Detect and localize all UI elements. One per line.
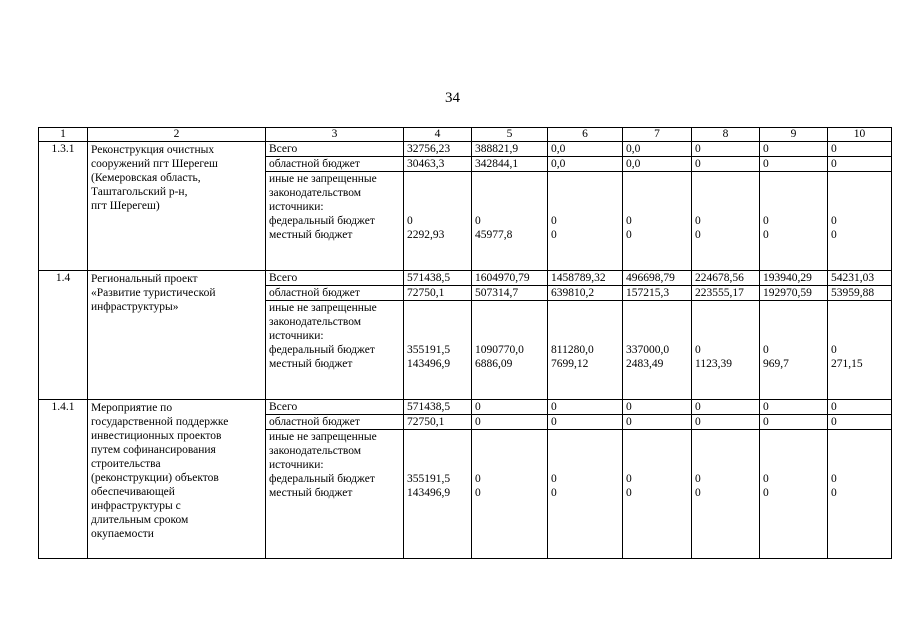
value-cell: 355191,5 143496,9 [404, 430, 472, 559]
value-cell: 0 0 [548, 430, 623, 559]
value-cell: 1090770,0 6886,09 [472, 301, 548, 400]
value-cell: 32756,23 [404, 142, 472, 157]
value-cell: 571438,5 [404, 400, 472, 415]
header-cell: 7 [623, 128, 692, 142]
value-cell: 507314,7 [472, 286, 548, 301]
header-cell: 5 [472, 128, 548, 142]
value-cell: 0 [472, 400, 548, 415]
source-label-regional: областной бюджет [266, 157, 404, 172]
source-label-total: Всего [266, 271, 404, 286]
source-label-other: иные не запрещенные законодательством источники: федеральный бюджет местный бюджет [266, 430, 404, 559]
value-cell: 0 1123,39 [692, 301, 760, 400]
source-label-other: иные не запрещенные законодательством источники: федеральный бюджет местный бюджет [266, 172, 404, 271]
value-cell: 0 0 [828, 430, 892, 559]
header-cell: 9 [760, 128, 828, 142]
value-cell: 193940,29 [760, 271, 828, 286]
value-cell: 0 [548, 400, 623, 415]
value-cell: 0,0 [623, 142, 692, 157]
value-cell: 0 [623, 400, 692, 415]
item-code: 1.4.1 [39, 400, 88, 559]
value-cell: 0 0 [623, 430, 692, 559]
item-code: 1.3.1 [39, 142, 88, 271]
table-row-total [39, 400, 892, 415]
source-label-total: Всего [266, 400, 404, 415]
value-cell: 0 [828, 400, 892, 415]
value-cell: 0,0 [623, 157, 692, 172]
value-cell: 0 271,15 [828, 301, 892, 400]
header-cell: 1 [39, 128, 88, 142]
value-cell: 0 0 [692, 430, 760, 559]
page-number: 34 [445, 90, 460, 106]
value-cell: 30463,3 [404, 157, 472, 172]
value-cell: 0 [692, 142, 760, 157]
source-label-other: иные не запрещенные законодательством источники: федеральный бюджет местный бюджет [266, 301, 404, 400]
value-cell: 72750,1 [404, 415, 472, 430]
value-cell: 0 0 [623, 172, 692, 271]
value-cell: 0 [760, 142, 828, 157]
value-cell: 0 [760, 157, 828, 172]
value-cell: 53959,88 [828, 286, 892, 301]
value-cell: 0 [472, 415, 548, 430]
item-name: Реконструкция очистных сооружений пгт Шерегеш (Кемеровская область, Таштагольский р-н, пгт Шерегеш) [88, 142, 266, 271]
item-name: Региональный проект «Развитие туристической инфраструктуры» [88, 271, 266, 400]
value-cell: 337000,0 2483,49 [623, 301, 692, 400]
item-name: Мероприятие по государственной поддержке инвестиционных проектов путем софинансирования строительства (реконструкции) объектов обеспечивающей инфраструктуры с длительным сроком окупаемости [88, 400, 266, 559]
source-label-regional: областной бюджет [266, 286, 404, 301]
value-cell: 639810,2 [548, 286, 623, 301]
value-cell: 0 [623, 415, 692, 430]
value-cell: 0 2292,93 [404, 172, 472, 271]
value-cell: 0 [548, 415, 623, 430]
header-cell: 3 [266, 128, 404, 142]
table-row-total [39, 142, 892, 157]
budget-table [38, 127, 892, 559]
value-cell: 223555,17 [692, 286, 760, 301]
value-cell: 342844,1 [472, 157, 548, 172]
value-cell: 157215,3 [623, 286, 692, 301]
value-cell: 0 [692, 400, 760, 415]
value-cell: 0 969,7 [760, 301, 828, 400]
value-cell: 0 0 [760, 430, 828, 559]
value-cell: 811280,0 7699,12 [548, 301, 623, 400]
value-cell: 0 [760, 400, 828, 415]
source-label-regional: областной бюджет [266, 415, 404, 430]
value-cell: 0 0 [472, 430, 548, 559]
header-row [39, 128, 892, 142]
value-cell: 496698,79 [623, 271, 692, 286]
value-cell: 0 [828, 157, 892, 172]
value-cell: 0 0 [548, 172, 623, 271]
value-cell: 1458789,32 [548, 271, 623, 286]
item-code: 1.4 [39, 271, 88, 400]
source-label-total: Всего [266, 142, 404, 157]
header-cell: 4 [404, 128, 472, 142]
value-cell: 0 [692, 415, 760, 430]
value-cell: 192970,59 [760, 286, 828, 301]
header-cell: 10 [828, 128, 892, 142]
value-cell: 0 [760, 415, 828, 430]
header-cell: 6 [548, 128, 623, 142]
value-cell: 0 0 [828, 172, 892, 271]
value-cell: 0,0 [548, 142, 623, 157]
header-cell: 8 [692, 128, 760, 142]
value-cell: 0 [692, 157, 760, 172]
value-cell: 0 [828, 142, 892, 157]
value-cell: 571438,5 [404, 271, 472, 286]
value-cell: 0,0 [548, 157, 623, 172]
value-cell: 0 0 [692, 172, 760, 271]
header-cell: 2 [88, 128, 266, 142]
value-cell: 0 45977,8 [472, 172, 548, 271]
value-cell: 0 0 [760, 172, 828, 271]
value-cell: 388821,9 [472, 142, 548, 157]
value-cell: 224678,56 [692, 271, 760, 286]
table-row-total [39, 271, 892, 286]
value-cell: 355191,5 143496,9 [404, 301, 472, 400]
value-cell: 1604970,79 [472, 271, 548, 286]
value-cell: 0 [828, 415, 892, 430]
value-cell: 72750,1 [404, 286, 472, 301]
value-cell: 54231,03 [828, 271, 892, 286]
